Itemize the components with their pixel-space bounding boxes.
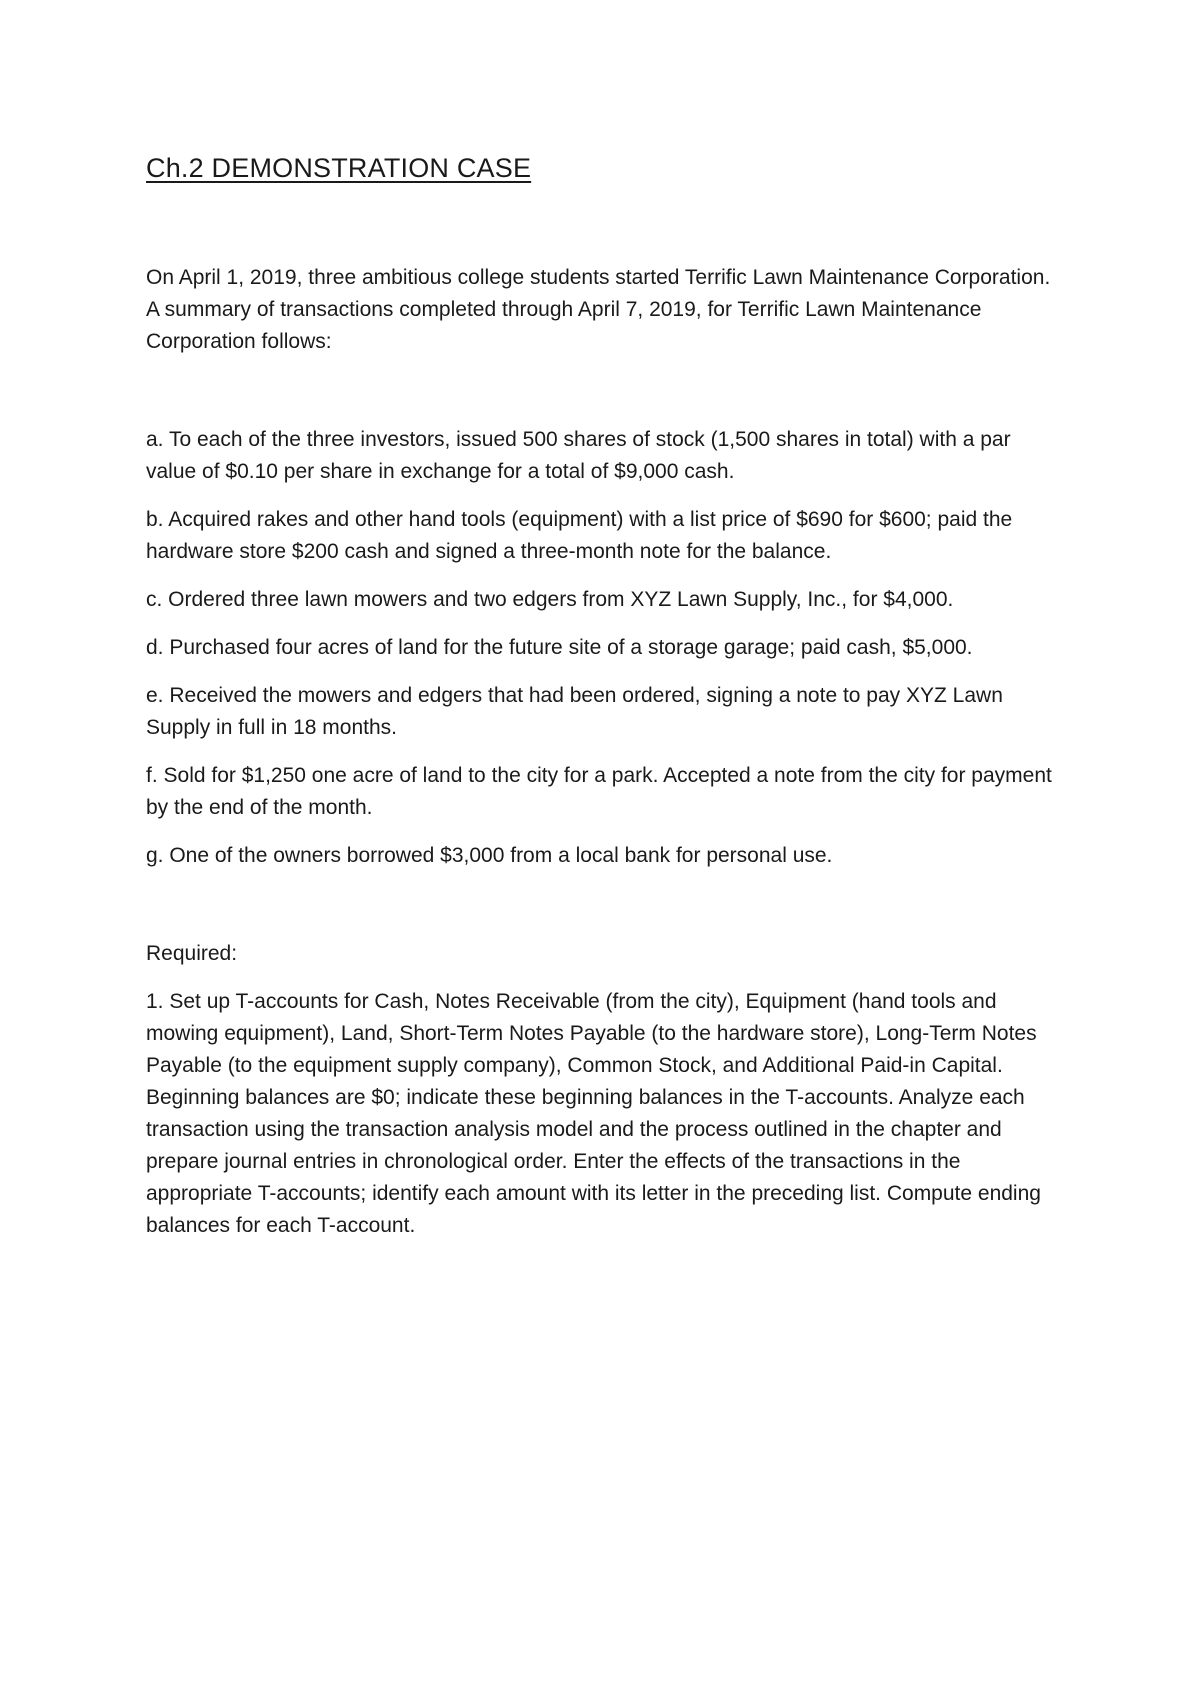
required-heading: Required: <box>146 942 238 965</box>
transaction-item-c: c. Ordered three lawn mowers and two edgers from XYZ Lawn Supply, Inc., for $4,000. <box>146 588 954 611</box>
transaction-item-d: d. Purchased four acres of land for the future site of a storage garage; paid cash, $5,000. <box>146 636 973 659</box>
document-title: Ch.2 DEMONSTRATION CASE <box>146 153 532 183</box>
transaction-item-a: a. To each of the three investors, issued 500 shares of stock (1,500 shares in total) with a par value of $0.10 per share in exchange for a total of $9,000 cash. <box>146 428 1011 483</box>
required-paragraph: 1. Set up T-accounts for Cash, Notes Receivable (from the city), Equipment (hand tools and mowing equipment), Land, Short-Term Notes Payable (to the hardware store), Long-Term Notes Payable (to the equipment supply company), Common Stock, and Additional Paid-in Capital. Beginning balances are $0; indicate these beginning balances in the T-accounts. Analyze each transaction using the transaction analysis model and the process outlined in the chapter and prepare journal entries in chronological order. Enter the effects of the transactions in the appropriate T-accounts; identify each amount with its letter in the preceding list. Compute ending balances for each T-account. <box>146 990 1041 1237</box>
transaction-list <box>146 424 1066 872</box>
transaction-item-b: b. Acquired rakes and other hand tools (equipment) with a list price of $690 for $600; paid the hardware store $200 cash and signed a three-month note for the balance. <box>146 508 1013 563</box>
transaction-item-f: f. Sold for $1,250 one acre of land to the city for a park. Accepted a note from the city for payment by the end of the month. <box>146 764 1052 819</box>
transaction-item-e: e. Received the mowers and edgers that had been ordered, signing a note to pay XYZ Lawn Supply in full in 18 months. <box>146 684 1003 739</box>
intro-paragraph: On April 1, 2019, three ambitious college students started Terrific Lawn Maintenance Corporation. A summary of transactions completed through April 7, 2019, for Terrific Lawn Maintenance Corporation follows: <box>146 266 1051 353</box>
document-content <box>146 150 1066 1242</box>
transaction-item-g: g. One of the owners borrowed $3,000 from a local bank for personal use. <box>146 844 833 867</box>
